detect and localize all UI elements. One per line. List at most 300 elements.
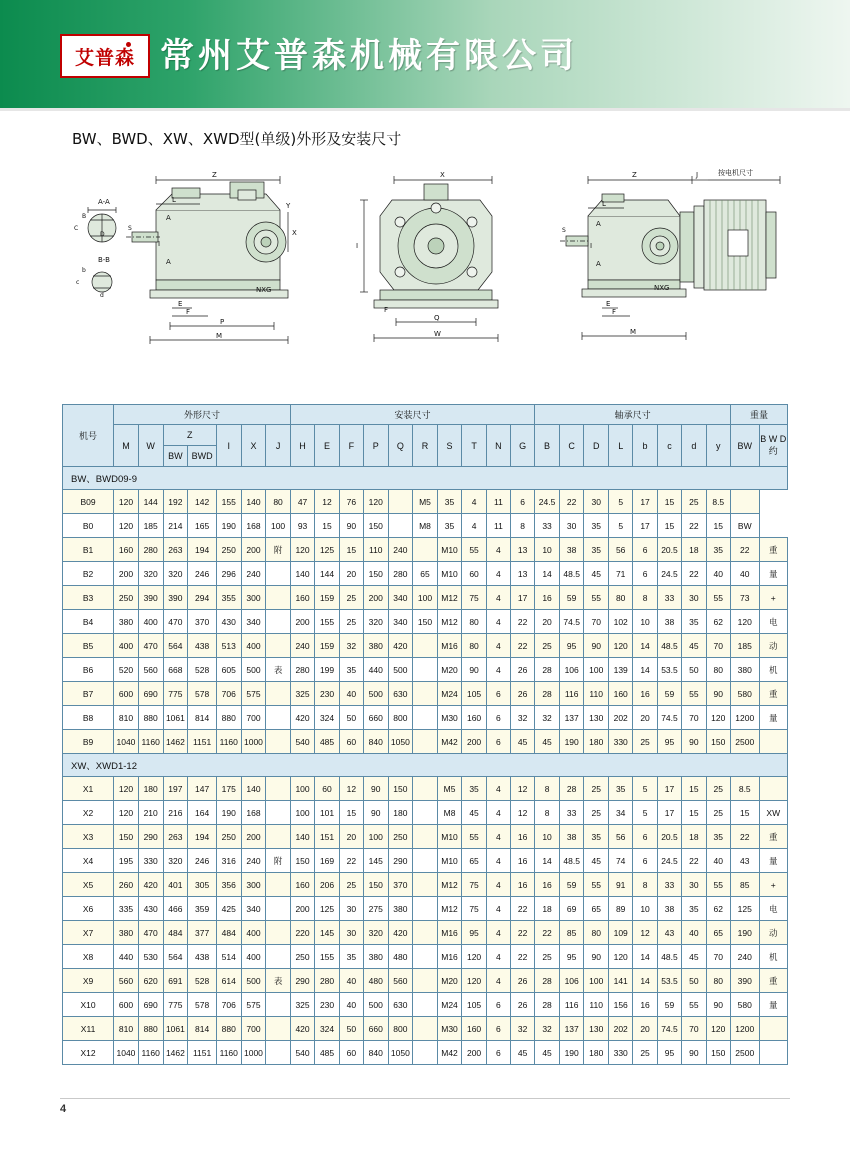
cell-value: 330 bbox=[138, 849, 163, 873]
cell-value: 190 bbox=[559, 1041, 584, 1065]
cell-model: B09 bbox=[63, 490, 114, 514]
cell-value: 470 bbox=[138, 634, 163, 658]
cell-value: 量 bbox=[759, 562, 787, 586]
cell-value: 151 bbox=[315, 825, 339, 849]
cell-value: 8 bbox=[511, 514, 535, 538]
table-row bbox=[63, 682, 788, 706]
svg-text:NXG: NXG bbox=[256, 286, 272, 294]
cell-value bbox=[266, 682, 290, 706]
svg-text:X: X bbox=[440, 171, 445, 179]
cell-value: 400 bbox=[114, 634, 139, 658]
cell-value: 359 bbox=[188, 897, 217, 921]
col-group-model: 机号 bbox=[63, 405, 114, 467]
col-y: y bbox=[706, 425, 730, 467]
cell-value bbox=[266, 921, 290, 945]
cell-value: 4 bbox=[486, 801, 510, 825]
cell-value: 150 bbox=[114, 825, 139, 849]
cell-value: 330 bbox=[608, 730, 632, 754]
cell-value: 6 bbox=[486, 682, 510, 706]
cell-value: 116 bbox=[559, 682, 584, 706]
cell-value: 16 bbox=[511, 849, 535, 873]
cell-value: 380 bbox=[114, 921, 139, 945]
cell-value: 11 bbox=[486, 490, 510, 514]
drawing-motor-view bbox=[532, 160, 792, 370]
cell-value: M10 bbox=[437, 538, 462, 562]
cell-value: 17 bbox=[633, 490, 657, 514]
cell-value: 1462 bbox=[163, 1041, 188, 1065]
cell-value: 438 bbox=[188, 945, 217, 969]
table-row bbox=[63, 562, 788, 586]
cell-value: 90 bbox=[584, 634, 608, 658]
cell-value: 16 bbox=[535, 586, 560, 610]
svg-text:A: A bbox=[596, 260, 601, 268]
cell-value: 32 bbox=[535, 706, 560, 730]
cell-value: 74.5 bbox=[559, 610, 584, 634]
cell-value bbox=[413, 801, 437, 825]
company-logo bbox=[60, 34, 150, 78]
cell-value: 514 bbox=[216, 945, 241, 969]
cell-value: 30 bbox=[584, 490, 608, 514]
cell-value: 180 bbox=[584, 730, 608, 754]
cell-value: 量 bbox=[759, 706, 787, 730]
cell-value: 38 bbox=[657, 610, 682, 634]
cell-value bbox=[759, 730, 787, 754]
cell-value: 28 bbox=[535, 682, 560, 706]
cell-value: 6 bbox=[633, 849, 657, 873]
table-row bbox=[63, 730, 788, 754]
cell-value: 38 bbox=[559, 538, 584, 562]
col-group-outline: 外形尺寸 bbox=[114, 405, 291, 425]
table-row bbox=[63, 969, 788, 993]
cell-value: 200 bbox=[364, 586, 388, 610]
cell-value: 6 bbox=[633, 562, 657, 586]
cell-value: BW bbox=[731, 514, 760, 538]
cell-value: 14 bbox=[535, 849, 560, 873]
table-row bbox=[63, 897, 788, 921]
cell-value: 120 bbox=[364, 490, 388, 514]
cell-value: 28 bbox=[535, 993, 560, 1017]
cell-value: 141 bbox=[608, 969, 632, 993]
cell-model: X10 bbox=[63, 993, 114, 1017]
cell-value: 43 bbox=[657, 921, 682, 945]
cell-value: M10 bbox=[437, 849, 462, 873]
cell-value: 65 bbox=[462, 849, 486, 873]
cell-value bbox=[413, 945, 437, 969]
cell-value: 18 bbox=[535, 897, 560, 921]
cell-model: B2 bbox=[63, 562, 114, 586]
cell-value: 190 bbox=[216, 801, 241, 825]
cell-value: 700 bbox=[241, 706, 266, 730]
cell-value: 18 bbox=[682, 538, 706, 562]
cell-value: M24 bbox=[437, 682, 462, 706]
table-row bbox=[63, 921, 788, 945]
cell-value: 1050 bbox=[388, 730, 413, 754]
cell-value: 重 bbox=[759, 538, 787, 562]
cell-value: 55 bbox=[682, 993, 706, 1017]
cell-value: 300 bbox=[241, 586, 266, 610]
cell-value: 800 bbox=[388, 706, 413, 730]
cell-value: 540 bbox=[290, 730, 314, 754]
cell-value: 16 bbox=[511, 825, 535, 849]
cell-value: M30 bbox=[437, 1017, 462, 1041]
cell-value: M8 bbox=[413, 514, 437, 538]
cell-value: 55 bbox=[706, 586, 730, 610]
cell-value: 45 bbox=[682, 945, 706, 969]
cell-value: 91 bbox=[608, 873, 632, 897]
col-b: b bbox=[633, 425, 657, 467]
cell-value: 35 bbox=[462, 777, 486, 801]
cell-value bbox=[266, 730, 290, 754]
cell-model: X4 bbox=[63, 849, 114, 873]
page-header bbox=[0, 0, 850, 108]
cell-model: X3 bbox=[63, 825, 114, 849]
cell-value: 240 bbox=[241, 849, 266, 873]
cell-value: 440 bbox=[364, 658, 388, 682]
cell-model: X12 bbox=[63, 1041, 114, 1065]
cell-value: 125 bbox=[731, 897, 760, 921]
cell-value: 8 bbox=[535, 777, 560, 801]
cell-value: M16 bbox=[437, 945, 462, 969]
svg-text:A-A: A-A bbox=[98, 198, 110, 206]
cell-value: 420 bbox=[290, 706, 314, 730]
cell-value: 263 bbox=[163, 825, 188, 849]
cell-model: X5 bbox=[63, 873, 114, 897]
cell-value: 246 bbox=[188, 849, 217, 873]
cell-value: 50 bbox=[339, 1017, 363, 1041]
col-N: N bbox=[486, 425, 510, 467]
cell-value: 691 bbox=[163, 969, 188, 993]
cell-value: 22 bbox=[559, 490, 584, 514]
cell-value: 200 bbox=[241, 538, 266, 562]
page-title: BW、BWD、XW、XWD型(单级)外形及安装尺寸 bbox=[72, 130, 402, 148]
cell-value: 100 bbox=[290, 801, 314, 825]
cell-value: 59 bbox=[657, 682, 682, 706]
cell-value: 6 bbox=[633, 825, 657, 849]
cell-value: 20 bbox=[535, 610, 560, 634]
cell-value: 340 bbox=[388, 586, 413, 610]
cell-value: 22 bbox=[682, 562, 706, 586]
cell-value: 14 bbox=[535, 562, 560, 586]
cell-value: 139 bbox=[608, 658, 632, 682]
cell-value: 45 bbox=[535, 1041, 560, 1065]
cell-value: 2500 bbox=[731, 1041, 760, 1065]
cell-value: 150 bbox=[706, 1041, 730, 1065]
cell-value: 4 bbox=[462, 490, 486, 514]
cell-value: 80 bbox=[706, 658, 730, 682]
svg-text:d: d bbox=[100, 292, 104, 299]
cell-value: 26 bbox=[511, 658, 535, 682]
cell-value: 430 bbox=[216, 610, 241, 634]
cell-value: 500 bbox=[241, 969, 266, 993]
cell-value: 528 bbox=[188, 658, 217, 682]
cell-value: 16 bbox=[535, 873, 560, 897]
cell-value bbox=[413, 921, 437, 945]
cell-value: 316 bbox=[216, 849, 241, 873]
cell-model: B7 bbox=[63, 682, 114, 706]
cell-value: 26 bbox=[511, 993, 535, 1017]
logo-dot-icon bbox=[126, 42, 131, 47]
cell-value: M12 bbox=[437, 586, 462, 610]
table-row bbox=[63, 873, 788, 897]
col-M: M bbox=[114, 425, 139, 467]
cell-value: 775 bbox=[163, 682, 188, 706]
page-number: 4 bbox=[60, 1103, 67, 1115]
cell-value: 22 bbox=[731, 538, 760, 562]
cell-value: 513 bbox=[216, 634, 241, 658]
cell-value: 660 bbox=[364, 706, 388, 730]
cell-value: 90 bbox=[462, 658, 486, 682]
cell-value: 48.5 bbox=[657, 634, 682, 658]
cell-value: 10 bbox=[633, 610, 657, 634]
cell-value: 12 bbox=[511, 801, 535, 825]
cell-value: 18 bbox=[682, 825, 706, 849]
cell-value: 390 bbox=[731, 969, 760, 993]
svg-text:Z: Z bbox=[632, 171, 637, 179]
cell-value: 668 bbox=[163, 658, 188, 682]
cell-value: 420 bbox=[388, 634, 413, 658]
col-C: C bbox=[559, 425, 584, 467]
svg-text:M: M bbox=[630, 328, 637, 336]
cell-value: 70 bbox=[682, 706, 706, 730]
table-row bbox=[63, 801, 788, 825]
cell-value: 10 bbox=[633, 897, 657, 921]
cell-value: 280 bbox=[290, 658, 314, 682]
cell-value: 25 bbox=[682, 490, 706, 514]
cell-value bbox=[266, 586, 290, 610]
cell-value: 90 bbox=[682, 730, 706, 754]
cell-value: 580 bbox=[731, 682, 760, 706]
cell-value: 280 bbox=[138, 538, 163, 562]
cell-value: 62 bbox=[706, 897, 730, 921]
cell-value: 40 bbox=[339, 969, 363, 993]
cell-value: 90 bbox=[339, 514, 363, 538]
cell-value bbox=[413, 706, 437, 730]
cell-value: 575 bbox=[241, 993, 266, 1017]
cell-value: 120 bbox=[290, 538, 314, 562]
cell-value: 320 bbox=[364, 921, 388, 945]
cell-value: 28 bbox=[535, 658, 560, 682]
cell-value: 28 bbox=[535, 969, 560, 993]
cell-value: 4 bbox=[486, 849, 510, 873]
header-inner bbox=[0, 30, 850, 88]
cell-value: M16 bbox=[437, 634, 462, 658]
cell-value: 80 bbox=[706, 969, 730, 993]
cell-value bbox=[413, 538, 437, 562]
cell-value: 120 bbox=[114, 801, 139, 825]
cell-value: 30 bbox=[339, 897, 363, 921]
cell-value: 814 bbox=[188, 1017, 217, 1041]
cell-value: 电 bbox=[759, 610, 787, 634]
cell-value: 280 bbox=[315, 969, 339, 993]
cell-value: 25 bbox=[339, 873, 363, 897]
cell-value: 377 bbox=[188, 921, 217, 945]
col-group-bearing: 轴承尺寸 bbox=[535, 405, 731, 425]
cell-value: 199 bbox=[315, 658, 339, 682]
cell-value: 表 bbox=[266, 658, 290, 682]
cell-value: 240 bbox=[731, 945, 760, 969]
cell-value bbox=[413, 897, 437, 921]
cell-value: 120 bbox=[114, 777, 139, 801]
cell-value: 370 bbox=[188, 610, 217, 634]
table-section-title: BW、BWD09-9 bbox=[63, 467, 788, 490]
cell-value bbox=[759, 777, 787, 801]
cell-value: 320 bbox=[364, 610, 388, 634]
cell-value: 160 bbox=[290, 873, 314, 897]
cell-value bbox=[413, 682, 437, 706]
cell-value: 55 bbox=[706, 873, 730, 897]
cell-value: 4 bbox=[486, 562, 510, 586]
cell-value: 4 bbox=[486, 873, 510, 897]
cell-value: 16 bbox=[633, 682, 657, 706]
cell-value: 150 bbox=[413, 610, 437, 634]
cell-value: 22 bbox=[731, 825, 760, 849]
cell-value: 246 bbox=[188, 562, 217, 586]
cell-value: 60 bbox=[462, 562, 486, 586]
cell-value: 190 bbox=[559, 730, 584, 754]
cell-value: 530 bbox=[138, 945, 163, 969]
cell-value bbox=[266, 562, 290, 586]
cell-value: 230 bbox=[315, 682, 339, 706]
cell-value: 12 bbox=[511, 777, 535, 801]
logo-text: 艾普森 bbox=[74, 46, 135, 69]
cell-value: 880 bbox=[138, 1017, 163, 1041]
cell-value: 40 bbox=[731, 562, 760, 586]
cell-value: 380 bbox=[364, 945, 388, 969]
cell-value: 动 bbox=[759, 634, 787, 658]
table-head bbox=[63, 405, 788, 467]
cell-value: 22 bbox=[511, 634, 535, 658]
cell-value: 156 bbox=[608, 993, 632, 1017]
cell-value: 401 bbox=[163, 873, 188, 897]
cell-value: 263 bbox=[163, 538, 188, 562]
cell-value: 280 bbox=[388, 562, 413, 586]
cell-value: 40 bbox=[339, 993, 363, 1017]
cell-value: 206 bbox=[315, 873, 339, 897]
cell-value: 48.5 bbox=[559, 562, 584, 586]
cell-value: 185 bbox=[138, 514, 163, 538]
cell-value: 660 bbox=[364, 1017, 388, 1041]
cell-value: 14 bbox=[633, 658, 657, 682]
svg-text:c: c bbox=[76, 279, 80, 286]
cell-value: 564 bbox=[163, 634, 188, 658]
cell-value: 25 bbox=[633, 1041, 657, 1065]
cell-value: 194 bbox=[188, 538, 217, 562]
cell-value: 100 bbox=[584, 658, 608, 682]
cell-value: 150 bbox=[364, 562, 388, 586]
svg-text:X: X bbox=[292, 229, 297, 237]
cell-value: 附 bbox=[266, 538, 290, 562]
cell-value: 11 bbox=[486, 514, 510, 538]
cell-model: B5 bbox=[63, 634, 114, 658]
cell-value: 125 bbox=[315, 897, 339, 921]
cell-value bbox=[266, 1041, 290, 1065]
cell-value: 290 bbox=[138, 825, 163, 849]
cell-value: 560 bbox=[138, 658, 163, 682]
cell-value: 1050 bbox=[388, 1041, 413, 1065]
cell-value: 400 bbox=[241, 945, 266, 969]
cell-value: 560 bbox=[388, 969, 413, 993]
cell-value: 325 bbox=[290, 993, 314, 1017]
cell-value: 25 bbox=[584, 801, 608, 825]
svg-text:Q: Q bbox=[434, 314, 440, 322]
cell-value: 105 bbox=[462, 682, 486, 706]
cell-value: 附 bbox=[266, 849, 290, 873]
cell-value: 810 bbox=[114, 1017, 139, 1041]
cell-value: 56 bbox=[608, 538, 632, 562]
cell-value: 380 bbox=[388, 897, 413, 921]
cell-value: 8 bbox=[633, 873, 657, 897]
cell-value bbox=[266, 993, 290, 1017]
cell-value: 12 bbox=[315, 490, 339, 514]
cell-value: 630 bbox=[388, 682, 413, 706]
cell-value: 40 bbox=[706, 562, 730, 586]
cell-value: 485 bbox=[315, 730, 339, 754]
cell-value: 200 bbox=[462, 730, 486, 754]
cell-value: 量 bbox=[759, 993, 787, 1017]
col-Z: Z bbox=[163, 425, 216, 446]
cell-value: 528 bbox=[188, 969, 217, 993]
cell-value: 90 bbox=[584, 945, 608, 969]
dimensions-table bbox=[62, 404, 788, 1065]
cell-value: 70 bbox=[682, 1017, 706, 1041]
cell-value: 250 bbox=[216, 825, 241, 849]
cell-value: 53.5 bbox=[657, 969, 682, 993]
cell-value: 35 bbox=[437, 514, 462, 538]
cell-value bbox=[413, 658, 437, 682]
cell-value: 表 bbox=[266, 969, 290, 993]
cell-value: 168 bbox=[241, 514, 266, 538]
cell-model: B4 bbox=[63, 610, 114, 634]
cell-value: 137 bbox=[559, 706, 584, 730]
cell-value: 95 bbox=[559, 945, 584, 969]
cell-value: 4 bbox=[486, 897, 510, 921]
cell-value: 4 bbox=[486, 586, 510, 610]
cell-value: 4 bbox=[486, 921, 510, 945]
cell-value bbox=[266, 634, 290, 658]
cell-value: 62 bbox=[706, 610, 730, 634]
cell-value: 28 bbox=[559, 777, 584, 801]
cell-value: 296 bbox=[216, 562, 241, 586]
cell-value: 560 bbox=[114, 969, 139, 993]
cell-value: 1040 bbox=[114, 1041, 139, 1065]
cell-value: 500 bbox=[364, 993, 388, 1017]
svg-text:A: A bbox=[166, 258, 171, 266]
cell-value: 22 bbox=[682, 849, 706, 873]
cell-value: 164 bbox=[188, 801, 217, 825]
cell-value: 17 bbox=[657, 801, 682, 825]
cell-value: 1200 bbox=[731, 1017, 760, 1041]
cell-value: 90 bbox=[364, 801, 388, 825]
svg-text:A: A bbox=[166, 214, 171, 222]
col-T: T bbox=[462, 425, 486, 467]
cell-value: XW bbox=[759, 801, 787, 825]
cell-value: 169 bbox=[315, 849, 339, 873]
svg-text:E: E bbox=[178, 300, 183, 308]
cell-value: 33 bbox=[559, 801, 584, 825]
cell-value: 95 bbox=[462, 921, 486, 945]
cell-value: 120 bbox=[608, 945, 632, 969]
cell-value: 300 bbox=[241, 873, 266, 897]
cell-value: 440 bbox=[114, 945, 139, 969]
cell-value: 85 bbox=[731, 873, 760, 897]
svg-text:B: B bbox=[82, 213, 87, 220]
cell-value: M5 bbox=[413, 490, 437, 514]
cell-value: 335 bbox=[114, 897, 139, 921]
cell-value: + bbox=[759, 586, 787, 610]
svg-text:F: F bbox=[384, 306, 389, 314]
cell-value: 155 bbox=[315, 610, 339, 634]
cell-value: 438 bbox=[188, 634, 217, 658]
